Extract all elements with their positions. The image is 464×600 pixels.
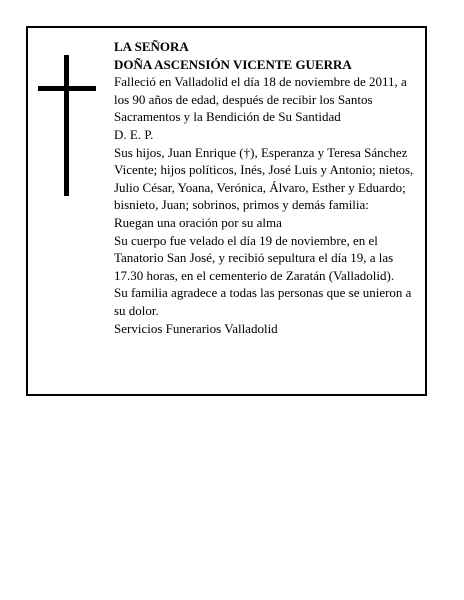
death-announcement: Falleció en Valladolid el día 18 de noviembre de 2011, a los 90 años de edad, después de recibir los Santos Sacramentos y la Bendición de Su Santidad [114,74,407,125]
funeral-service-name: Servicios Funerarios Valladolid [114,320,278,336]
notice-heading-title: LA SEÑORA [114,39,189,54]
cross-vertical-bar [64,55,69,196]
cross-horizontal-bar [38,86,96,91]
family-list: Sus hijos, Juan Enrique (†), Esperanza y Teresa Sánchez Vicente; hijos políticos, Inés, José Luis y Antonio; nietos, Julio César, Yoana, Verónica, Álvaro, Esther y Eduardo; bisnieto, Juan; sobrinos, primos y demás familia: [114,144,414,213]
deceased-name: DOÑA ASCENSIÓN VICENTE GUERRA [114,56,352,72]
notice-text [114,38,419,337]
burial-details: Su cuerpo fue velado el día 19 de noviembre, en el Tanatorio San José, y recibió sepultura el día 19, a las 17.30 horas, en el cementerio de Zaratán (Valladolid). [114,232,395,283]
prayer-request: Ruegan una oración por su alma [114,214,282,230]
rest-in-peace: D. E. P. [114,126,154,142]
cross-icon [38,55,96,196]
family-thanks: Su familia agradece a todas las personas que se unieron a su dolor. [114,285,412,318]
